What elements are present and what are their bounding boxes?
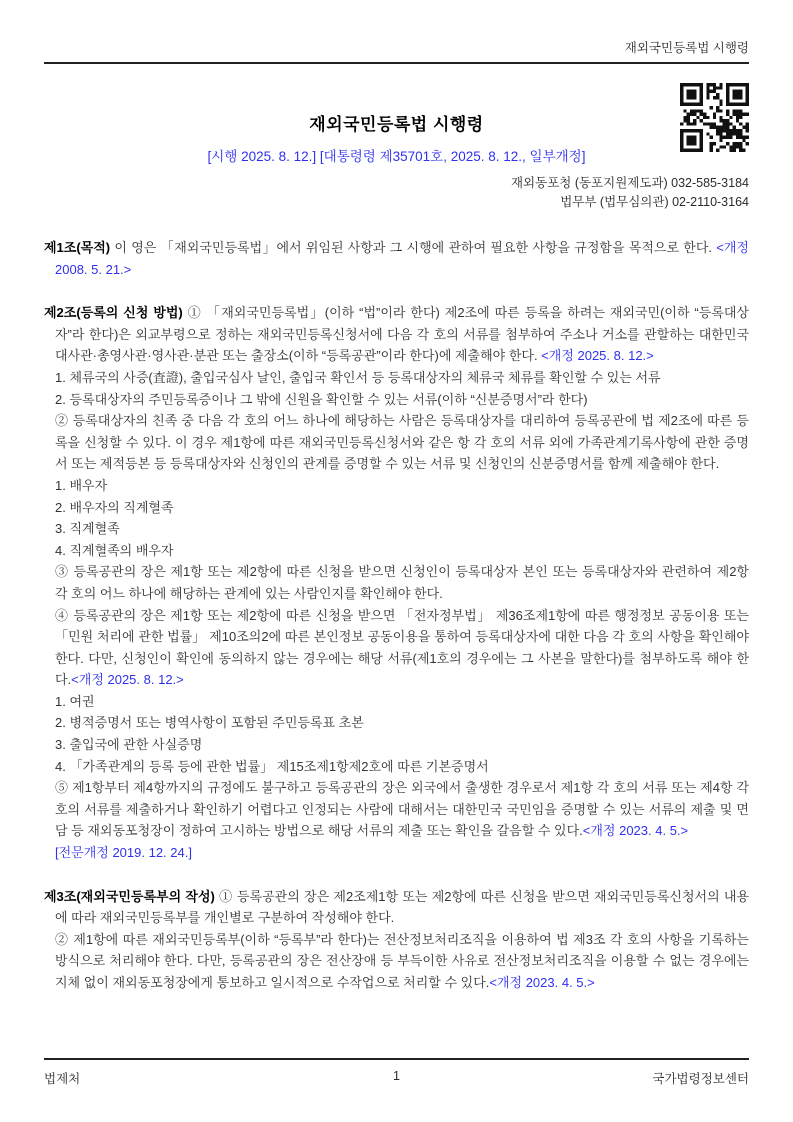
footer-source: 국가법령정보센터 — [652, 1072, 749, 1086]
article-title: 제2조(등록의 신청 방법) — [44, 305, 183, 321]
law-text: ② 제1항에 따른 재외국민등록부(이하 “등록부”라 한다)는 전산정보처리조직을 이용하여 법 제3조 각 호의 사항을 기록하는 방식으로 처리해야 한다. 다만, 등록공관의 장은 전산장애 등 부득이한 사유로 전산정보처리조직을 이용할 수 없는 경우에는 지체 없이 재외동포청장에게 통보하고 일시적으로 수작업으로 처리할 수 있다. — [55, 931, 749, 990]
law-paragraph — [55, 410, 749, 475]
law-list-item — [55, 691, 749, 713]
article — [44, 302, 749, 863]
law-paragraph — [55, 561, 749, 604]
law-list-item — [55, 497, 749, 519]
law-list-item — [55, 540, 749, 562]
law-text: 4. 「가족관계의 등록 등에 관한 법률」 제15조제1항제2호에 따른 기본증명서 — [55, 758, 489, 774]
law-text: ④ 등록공관의 장은 제1항 또는 제2항에 따른 신청을 받으면 「전자정부법」 제36조제1항에 따른 행정정보 공동이용 또는 「민원 처리에 관한 법률」 제10조의2에 따른 본인정보 공동이용을 통하여 등록대상자에 대한 다음 각 호의 사항을 확인해야 한다. 다만, 신청인이 확인에 동의하지 않는 경우에는 해당 서류(제1호의 경우에는 그 사본을 말한다)를 첨부하도록 해야 한다. — [55, 607, 749, 688]
law-list-item — [55, 756, 749, 778]
enforcement-info-link[interactable]: [시행 2025. 8. 12.] [대통령령 제35701호, 2025. 8. 12., 일부개정] — [207, 149, 586, 164]
law-text: 2. 배우자의 직계혈족 — [55, 499, 174, 515]
amendment-tag: <개정 2023. 4. 5.> — [582, 823, 689, 839]
law-text: ① 등록공관의 장은 제2조제1항 또는 제2항에 따른 신청을 받으면 재외국민등록신청서의 내용에 따라 재외국민등록부를 개인별로 구분하여 작성해야 한다. — [55, 888, 749, 926]
amendment-tag: <개정 2025. 8. 12.> — [541, 348, 654, 364]
law-text: 2. 병적증명서 또는 병역사항이 포함된 주민등록표 초본 — [55, 715, 364, 731]
law-text: 1. 배우자 — [55, 477, 108, 493]
qr-code-icon — [680, 83, 749, 152]
amendment-note — [55, 842, 749, 864]
title-block — [44, 64, 749, 224]
contact-line-ministry-of-justice: 법무부 (법무심의관) 02-2110-3164 — [560, 195, 749, 209]
amendment-tag: <개정 2023. 4. 5.> — [489, 975, 595, 990]
running-header — [44, 0, 749, 56]
law-list-item — [55, 734, 749, 756]
law-list-item — [55, 712, 749, 734]
footer-page-number: 1 — [393, 1069, 400, 1083]
running-header-title: 재외국민등록법 시행령 — [624, 41, 749, 55]
article-heading-paragraph — [44, 237, 749, 280]
article-title: 제1조(목적) — [44, 240, 111, 255]
page-footer — [44, 1058, 749, 1087]
law-text: 1. 여권 — [55, 693, 95, 709]
footer-agency: 법제처 — [44, 1072, 81, 1086]
contact-line-overseas-koreans-agency: 재외동포청 (동포지원제도과) 032-585-3184 — [510, 176, 749, 190]
law-body — [44, 237, 749, 994]
law-text: 2. 등록대상자의 주민등록증이나 그 밖에 신원을 확인할 수 있는 서류(이하 “신분증명서”라 한다) — [55, 391, 588, 407]
law-list-item — [55, 389, 749, 411]
law-text: 4. 직계혈족의 배우자 — [55, 542, 174, 558]
article — [44, 886, 749, 994]
article-title: 제3조(재외국민등록부의 작성) — [44, 888, 215, 904]
law-list-item — [55, 518, 749, 540]
law-list-item — [55, 475, 749, 497]
amendment-tag: <개정 2025. 8. 12.> — [71, 672, 184, 688]
law-text: ② 등록대상자의 친족 중 다음 각 호의 어느 하나에 해당하는 사람은 등록대상자를 대리하여 등록공관에 법 제2조에 따른 등록을 신청할 수 있다. 이 경우 제1항에 따른 재외국민등록신청서와 같은 항 각 호의 서류 외에 가족관계기록사항에 관한 증명서 또는 제적등본 등 등록대상자와 신청인의 관계를 증명할 수 있는 서류 및 신청인의 신분증명서를 함께 제출해야 한다. — [55, 413, 749, 472]
article-heading-paragraph — [44, 886, 749, 929]
law-text: 1. 체류국의 사증(査證), 출입국심사 날인, 출입국 확인서 등 등록대상자의 체류국 체류를 확인할 수 있는 서류 — [55, 369, 661, 385]
law-paragraph — [55, 605, 749, 691]
law-text: 3. 직계혈족 — [55, 521, 120, 537]
page-title: 재외국민등록법 시행령 — [309, 115, 484, 134]
article — [44, 237, 749, 280]
law-list-item — [55, 367, 749, 389]
law-paragraph — [55, 777, 749, 842]
article-heading-paragraph — [44, 302, 749, 367]
contact-info — [44, 174, 749, 212]
law-text: ⑤ 제1항부터 제4항까지의 규정에도 불구하고 등록공관의 장은 외국에서 출생한 경우로서 제1항 각 호의 서류 또는 제4항 각 호의 서류를 제출하거나 확인하기 어렵다고 인정되는 사람에 대해서는 대한민국 국민임을 증명할 수 있는 서류의 제출 및 면담 등 재외동포청장이 정하여 고시하는 방법으로 해당 서류의 제출 또는 확인을 갈음할 수 있다. — [55, 780, 749, 839]
law-text: 3. 출입국에 관한 사실증명 — [55, 737, 203, 753]
law-text: 이 영은 「재외국민등록법」에서 위임된 사항과 그 시행에 관하여 필요한 사항을 규정함을 목적으로 한다. — [110, 240, 717, 255]
footer-rule — [44, 1058, 749, 1060]
law-paragraph — [55, 929, 749, 994]
law-text: ③ 등록공관의 장은 제1항 또는 제2항에 따른 신청을 받으면 신청인이 등록대상자 본인 또는 등록대상자와 관련하여 제2항 각 호의 어느 하나에 해당하는 관계에 있는 사람인지를 확인해야 한다. — [55, 564, 749, 601]
amendment-tag: <개정 2008. 5. 21.> — [55, 240, 749, 277]
law-text: ① 「재외국민등록법」(이하 “법”이라 한다) 제2조에 따른 등록을 하려는 재외국민(이하 “등록대상자”라 한다)은 외교부령으로 정하는 재외국민등록신청서에 다음 각 호의 서류를 첨부하여 주소나 거소를 관할하는 대한민국 대사관·총영사관·영사관·분관 또는 출장소(이하 “등록공관”이라 한다)에 제출해야 한다. — [55, 305, 749, 364]
amendment-tag: [전문개정 2019. 12. 24.] — [55, 845, 192, 861]
